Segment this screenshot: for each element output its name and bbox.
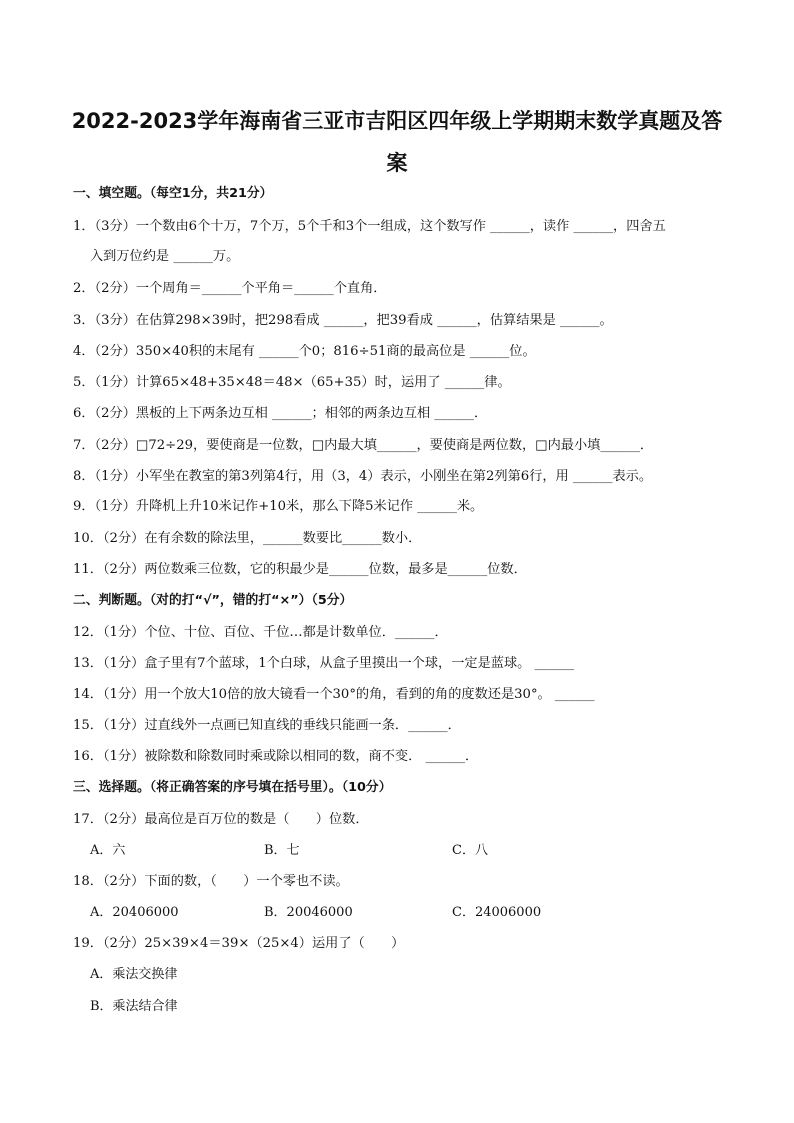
page-title — [60, 100, 734, 184]
question-1-line-1: 1．（3分）一个数由6个十万，7个万，5个千和3个一组成，这个数写作 ______，读作 ______，四舍五 — [73, 219, 666, 234]
question-7: 7．（2分）□72÷29，要使商是一位数，□内最大填______，要使商是两位数，□内最小填______． — [73, 438, 654, 453]
question-12: 12．（1分）个位、十位、百位、千位…都是计数单位．______． — [73, 625, 448, 640]
q18-option-a: A．20406000 — [90, 905, 179, 920]
question-19: 19．（2分）25×39×4＝39×（25×4）运用了（ ） — [73, 936, 405, 951]
question-18: 18．（2分）下面的数，（ ）一个零也不读。 — [73, 874, 349, 889]
question-2: 2．（2分）一个周角＝______个平角＝______个直角． — [73, 281, 387, 296]
section-heading-true-false: 二、判断题。（对的打“√”，错的打“×”）（5分） — [73, 593, 353, 608]
question-13: 13．（1分）盒子里有7个蓝球，1个白球，从盒子里摸出一个球，一定是蓝球。 ______ — [73, 656, 575, 671]
question-3: 3．（3分）在估算298×39时，把298看成 ______，把39看成 ______，估算结果是 ______。 — [73, 313, 613, 328]
question-14: 14．（1分）用一个放大10倍的放大镜看一个30°的角，看到的角的度数还是30°。 ______ — [73, 687, 595, 702]
question-5: 5．（1分）计算65×48+35×48＝48×（65+35）时，运用了 ______律。 — [73, 375, 511, 390]
question-1-line-2: 入到万位约是 ______万。 — [90, 249, 240, 264]
question-4: 4．（2分）350×40积的末尾有 ______个0；816÷51商的最高位是 ______位。 — [73, 344, 536, 359]
section-heading-multiple-choice: 三、选择题。（将正确答案的序号填在括号里）。（10分） — [73, 780, 392, 795]
section-heading-fill-blank: 一、填空题。（每空1分，共21分） — [73, 186, 273, 201]
question-6: 6．（2分）黑板的上下两条边互相 ______；相邻的两条边互相 ______． — [73, 406, 488, 421]
question-8: 8．（1分）小军坐在教室的第3列第4行，用（3，4）表示，小刚坐在第2列第6行，用 ______表示。 — [73, 469, 653, 484]
question-16: 16．（1分）被除数和除数同时乘或除以相同的数，商不变． ______． — [73, 749, 479, 764]
q19-option-a: A．乘法交换律 — [90, 967, 178, 982]
title-line-1: 2022-2023学年海南省三亚市吉阳区四年级上学期期末数学真题及答 — [71, 109, 723, 133]
question-10: 10．（2分）在有余数的除法里，______数要比______数小． — [73, 531, 422, 546]
q17-option-a: A．六 — [90, 843, 126, 858]
question-11: 11．（2分）两位数乘三位数，它的积最少是______位数，最多是______位数． — [73, 562, 527, 577]
q17-option-c: C．八 — [452, 843, 488, 858]
title-line-2: 案 — [386, 151, 408, 175]
question-17: 17．（2分）最高位是百万位的数是（ ）位数． — [73, 812, 369, 827]
question-9: 9．（1分）升降机上升10米记作+10米，那么下降5米记作 ______米。 — [73, 499, 484, 514]
q19-option-b: B．乘法结合律 — [90, 999, 178, 1014]
q18-option-b: B．20046000 — [264, 905, 353, 920]
q18-option-c: C．24006000 — [452, 905, 542, 920]
q17-option-b: B．七 — [264, 843, 300, 858]
question-15: 15．（1分）过直线外一点画已知直线的垂线只能画一条．______． — [73, 718, 461, 733]
